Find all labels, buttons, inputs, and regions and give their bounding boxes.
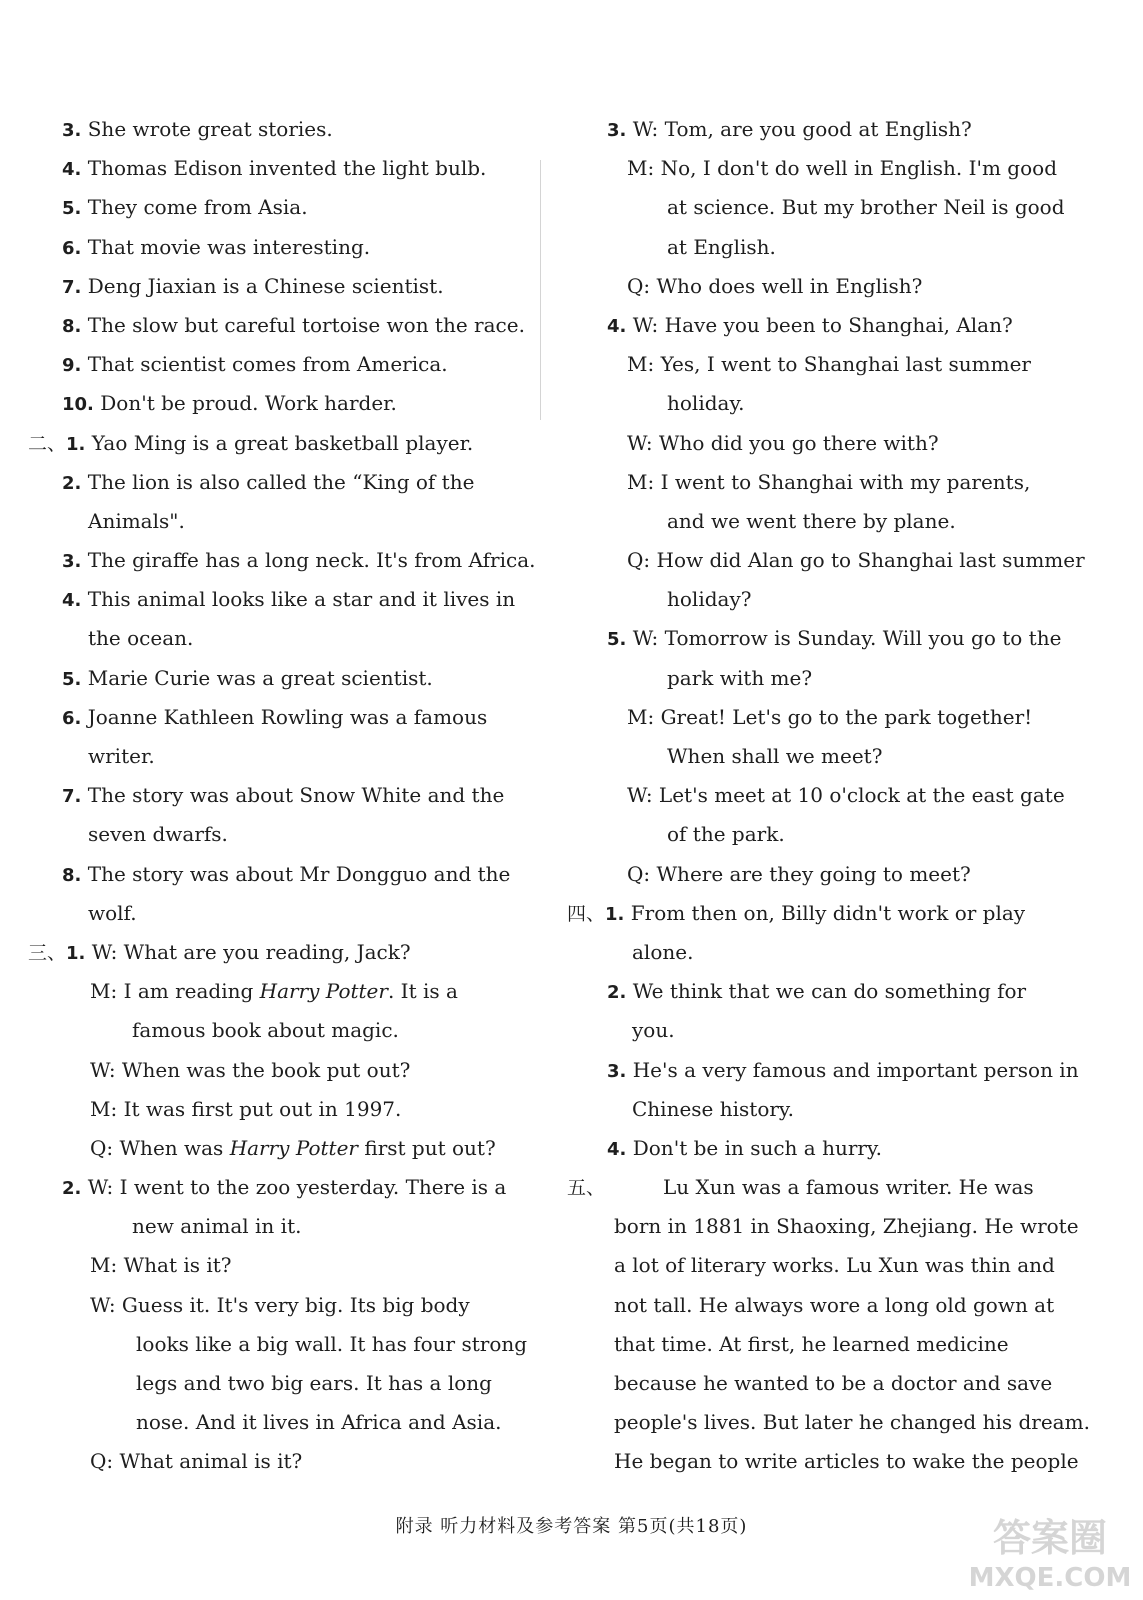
speaker-label: M: (90, 1253, 118, 1278)
answer-line: 7. Deng Jiaxian is a Chinese scientist. (62, 273, 444, 298)
dialog-line: 2. W: I went to the zoo yesterday. There is a (62, 1175, 507, 1200)
speaker-label: Q: (627, 861, 651, 886)
speaker-label: Q: (90, 1449, 114, 1474)
dialog-line: W: Guess it. It's very big. Its big body (90, 1292, 470, 1317)
speaker-label: W: (87, 1175, 114, 1200)
answer-line: 10. Don't be proud. Work harder. (62, 391, 397, 416)
answer-line: 6. Joanne Kathleen Rowling was a famous (62, 704, 488, 729)
speaker-label: M: (90, 1096, 118, 1121)
dialog-line-continued: and we went there by plane. (667, 508, 956, 533)
passage-line: a lot of literary works. Lu Xun was thin and (614, 1253, 1055, 1278)
answer-line-continued: seven dwarfs. (88, 822, 228, 847)
section-2-start: 二、1. Yao Ming is a great basketball player. (28, 424, 548, 463)
passage-line: people's lives. But later he changed his dream. (614, 1410, 1090, 1435)
speaker-label: Q: (627, 548, 651, 573)
section-marker: 二、 (28, 432, 67, 455)
dialog-line: M: I went to Shanghai with my parents, (627, 469, 1031, 494)
watermark-logo (965, 1506, 1135, 1596)
dialog-line: M: Yes, I went to Shanghai last summer (627, 352, 1031, 377)
speaker-label: W: (90, 1057, 116, 1082)
speaker-label: W: (627, 430, 653, 455)
passage-line: not tall. He always wore a long old gown at (614, 1292, 1055, 1317)
dialog-line (28, 972, 548, 1011)
answer-line: 5. Marie Curie was a great scientist. (62, 665, 433, 690)
section-4-start: 四、1. From then on, Billy didn't work or play (567, 894, 1097, 933)
dialog-line-continued: of the park. (667, 822, 785, 847)
speaker-label: M: (627, 469, 655, 494)
speaker-label: W: (627, 783, 653, 808)
section-marker: 三、 (28, 941, 67, 964)
answer-line: 9. That scientist comes from America. (62, 352, 448, 377)
answer-line-continued: writer. (88, 744, 155, 768)
book-title: Harry Potter (229, 1135, 358, 1160)
dialog-text-with-title: I am reading Harry Potter. It is a (123, 979, 458, 1004)
dialog-line: 4. W: Have you been to Shanghai, Alan? (607, 312, 1013, 337)
passage-line: born in 1881 in Shaoxing, Zhejiang. He wrote (614, 1214, 1079, 1239)
answer-line: 3. He's a very famous and important person in (607, 1057, 1079, 1082)
answer-line-continued: alone. (632, 939, 694, 964)
answer-line-continued: the ocean. (88, 626, 194, 651)
answer-line: 5. They come from Asia. (62, 195, 308, 220)
dialog-line-continued: legs and two big ears. It has a long (136, 1371, 492, 1395)
question-line: Q: Who does well in English? (627, 273, 923, 298)
answer-line-continued: you. (632, 1018, 675, 1043)
answer-line-continued: wolf. (88, 900, 137, 925)
answer-line: 4. This animal looks like a star and it lives in (62, 587, 516, 612)
dialog-line: 5. W: Tomorrow is Sunday. Will you go to the (607, 626, 1062, 651)
speaker-label: M: (627, 352, 655, 377)
speaker-label: W: (632, 626, 659, 651)
dialog-line-continued: park with me? (667, 665, 813, 690)
dialog-line-continued: nose. And it lives in Africa and Asia. (136, 1410, 502, 1435)
question-line: Q: How did Alan go to Shanghai last summer (627, 548, 1085, 573)
speaker-label: W: (632, 312, 659, 337)
dialog-line: W: Let's meet at 10 o'clock at the east gate (627, 783, 1065, 808)
answer-line: 8. The story was about Mr Dongguo and the (62, 861, 511, 886)
dialog-line-continued: at English. (667, 234, 776, 259)
answer-line: 4. Thomas Edison invented the light bulb. (62, 156, 487, 181)
dialog-line-continued: When shall we meet? (667, 744, 883, 768)
dialog-line: M: Great! Let's go to the park together! (627, 704, 1033, 729)
dialog-line: M: It was first put out in 1997. (90, 1096, 402, 1121)
passage-line: He began to write articles to wake the people (614, 1449, 1079, 1474)
answer-line: 7. The story was about Snow White and the (62, 783, 505, 808)
answer-line: 3. She wrote great stories. (62, 117, 333, 141)
speaker-label: M: (627, 704, 655, 729)
answer-line: 2. The lion is also called the “King of the (62, 469, 475, 494)
speaker-label: Q: (627, 273, 651, 298)
page-footer: 附录 听力材料及参考答案 第5页(共18页) (395, 1516, 748, 1537)
answer-line: 3. The giraffe has a long neck. It's from Africa. (62, 548, 536, 573)
dialog-line-continued: famous book about magic. (132, 1018, 399, 1043)
section-5-start: 五、 Lu Xun was a famous writer. He was (567, 1168, 1097, 1207)
passage-line: because he wanted to be a doctor and save (614, 1371, 1053, 1395)
question-line: Q: What animal is it? (90, 1449, 303, 1474)
question-text-with-title: When was Harry Potter first put out? (119, 1135, 496, 1160)
dialog-line: 3. W: Tom, are you good at English? (607, 117, 972, 141)
dialog-line: M: No, I don't do well in English. I'm good (627, 156, 1057, 181)
dialog-line: W: Who did you go there with? (627, 430, 939, 455)
answer-line-continued: Chinese history. (632, 1096, 794, 1121)
speaker-label: M: (627, 156, 655, 181)
answer-line: 8. The slow but careful tortoise won the race. (62, 312, 525, 337)
book-title: Harry Potter (259, 979, 388, 1004)
watermark-top-text: 答案圈 (992, 1516, 1108, 1560)
answer-line: 6. That movie was interesting. (62, 234, 371, 259)
dialog-line-continued: holiday. (667, 391, 745, 416)
speaker-label: W: (632, 117, 659, 141)
section-marker: 五、 (567, 1177, 606, 1200)
question-line-continued: holiday? (667, 587, 752, 612)
passage-line: that time. At first, he learned medicine (614, 1331, 1009, 1356)
speaker-label: W: (91, 939, 118, 964)
dialog-line-continued: looks like a big wall. It has four strong (136, 1331, 528, 1356)
dialog-line: W: When was the book put out? (90, 1057, 411, 1082)
right-column (567, 110, 1097, 1482)
answer-line: 4. Don't be in such a hurry. (607, 1135, 882, 1160)
speaker-label: W: (90, 1292, 116, 1317)
watermark-bottom-text: MXQE.COM (968, 1563, 1132, 1593)
dialog-line: M: What is it? (90, 1253, 232, 1278)
answer-line: 2. We think that we can do something for (607, 979, 1027, 1004)
question-line (28, 1129, 548, 1168)
speaker-label: Q: (90, 1135, 114, 1160)
dialog-line-continued: at science. But my brother Neil is good (667, 195, 1065, 220)
section-marker: 四、 (567, 902, 606, 925)
left-column (28, 110, 548, 1482)
answer-line-continued: Animals". (88, 508, 185, 533)
question-line: Q: Where are they going to meet? (627, 861, 971, 886)
dialog-line-continued: new animal in it. (132, 1214, 302, 1239)
section-3-start: 三、1. W: What are you reading, Jack? (28, 933, 548, 972)
speaker-label: M: (90, 979, 118, 1004)
